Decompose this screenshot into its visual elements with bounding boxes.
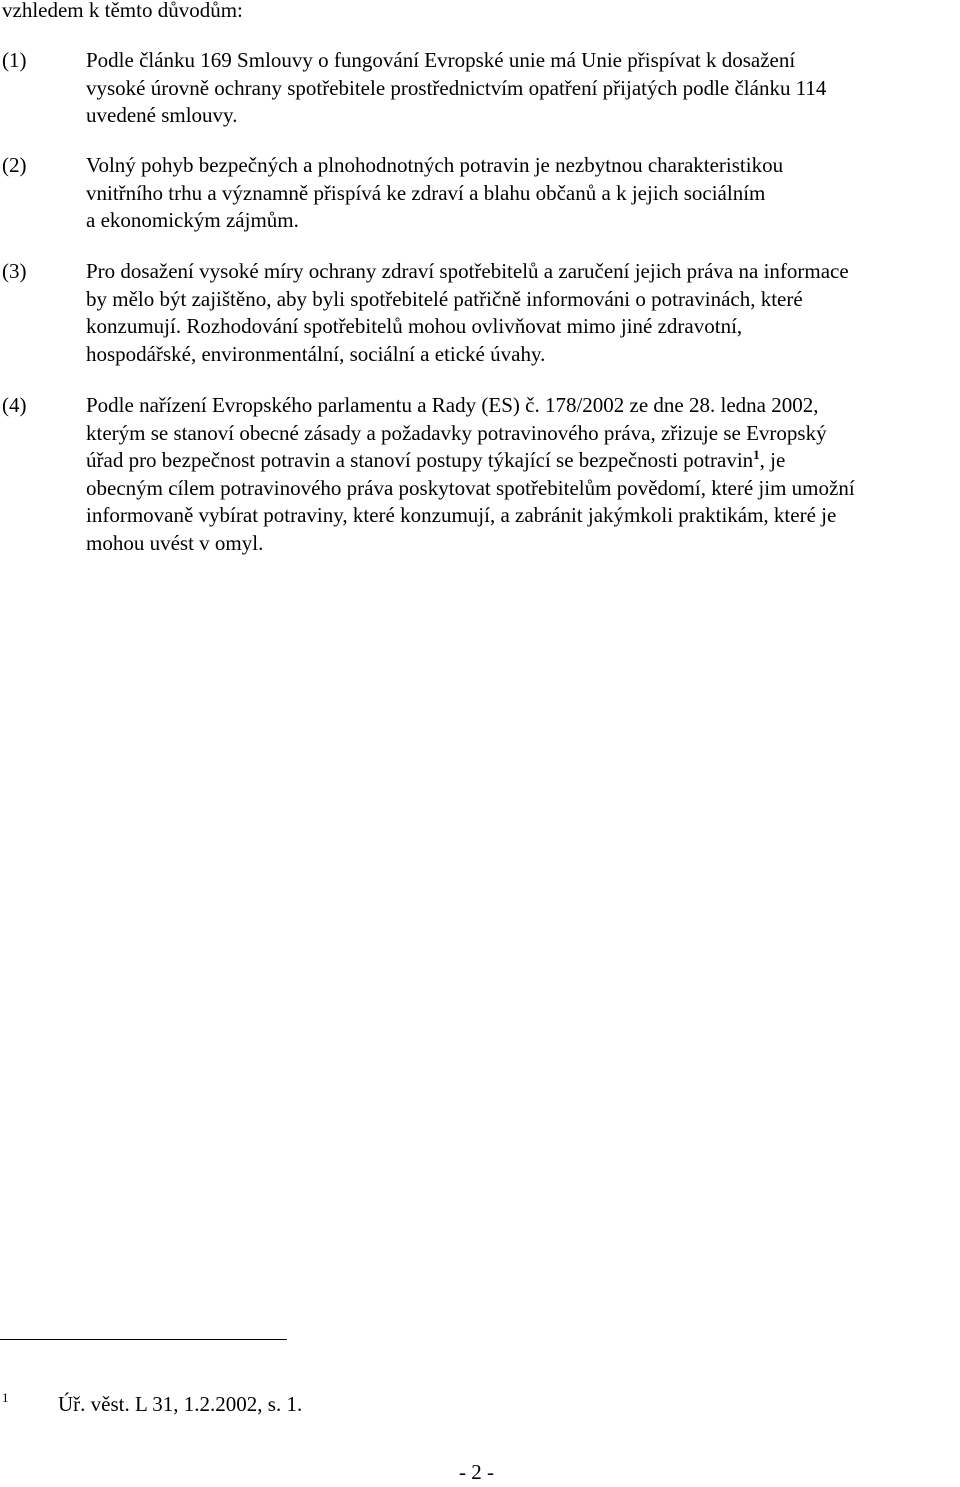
recital-line: mohou uvést v omyl. <box>86 530 264 555</box>
recital-number: (3) <box>2 259 27 283</box>
recital-line: vnitřního trhu a významně přispívá ke zdraví a blahu občanů a k jejich sociálním <box>86 180 766 205</box>
recital-text <box>86 392 936 557</box>
recital-line: Pro dosažení vysoké míry ochrany zdraví spotřebitelů a zaručení jejich práva na informace <box>86 259 849 283</box>
recital-line: Podle nařízení Evropského parlamentu a Rady (ES) č. 178/2002 ze dne 28. ledna 2002, <box>86 393 819 417</box>
footnote-reference[interactable]: 1 <box>753 447 760 462</box>
recital-text <box>86 47 936 130</box>
footnote-number: 1 <box>2 1390 9 1405</box>
recital-line: informovaně vybírat potraviny, které konzumují, a zabránit jakýmkoli praktikám, které je <box>86 503 837 527</box>
recital-line: hospodářské, environmentální, sociální a etické úvahy. <box>86 341 546 366</box>
recital-line: a ekonomickým zájmům. <box>86 208 299 232</box>
recital-line: uvedené smlouvy. <box>86 103 238 127</box>
intro-text: vzhledem k těmto důvodům: <box>2 0 243 22</box>
footnote-separator <box>0 1339 287 1340</box>
recital-line: Podle článku 169 Smlouvy o fungování Evropské unie má Unie přispívat k dosažení <box>86 48 796 72</box>
recital-line-suffix: , je <box>759 448 786 472</box>
recital-number: (2) <box>2 153 27 177</box>
recital-number: (4) <box>2 393 27 417</box>
recital-text <box>86 152 936 235</box>
recital-text <box>86 258 936 368</box>
recital-line: konzumují. Rozhodování spotřebitelů mohou ovlivňovat mimo jiné zdravotní, <box>86 314 743 338</box>
recital-line-text: úřad pro bezpečnost potravin a stanoví postupy týkající se bezpečnosti potravin <box>86 448 754 472</box>
recital-line: kterým se stanoví obecné zásady a požadavky potravinového práva, zřizuje se Evropský <box>86 420 827 445</box>
recital-line: by mělo být zajištěno, aby byli spotřebitelé patřičně informováni o potravinách, které <box>86 286 803 311</box>
recital-line: Volný pohyb bezpečných a plnohodnotných potravin je nezbytnou charakteristikou <box>86 153 784 177</box>
footnote-text: Úř. věst. L 31, 1.2.2002, s. 1. <box>58 1392 303 1416</box>
recital-line: obecným cílem potravinového práva poskytovat spotřebitelům povědomí, které jim umožní <box>86 475 855 500</box>
recital-line: vysoké úrovně ochrany spotřebitele prostřednictvím opatření přijatých podle článku 114 <box>86 75 827 100</box>
recital-number: (1) <box>2 48 27 72</box>
recital-line <box>86 447 936 475</box>
page-number: - 2 - <box>459 1460 494 1484</box>
